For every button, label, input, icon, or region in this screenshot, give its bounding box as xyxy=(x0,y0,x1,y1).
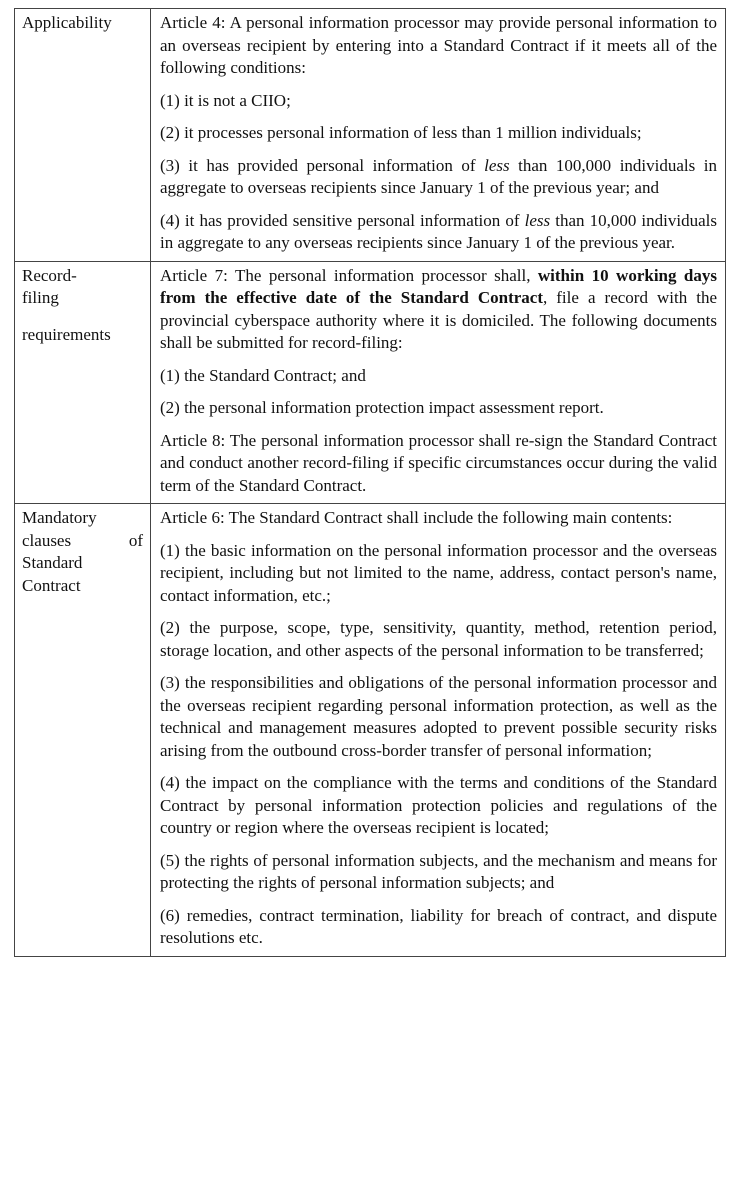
article-7-start: Article 7: The personal information processor shall, xyxy=(160,265,538,285)
row-heading-line-2: filing xyxy=(22,288,59,307)
condition-1: (1) it is not a CIIO; xyxy=(160,90,291,110)
article-7-text xyxy=(160,265,717,355)
regulation-table xyxy=(14,8,726,957)
row-content-mandatory-clauses xyxy=(151,504,726,957)
table-row-applicability xyxy=(15,9,726,262)
clause-2: (2) the purpose, scope, type, sensitivity, quantity, method, retention period, storage location, and other aspects of the personal information to be transferred; xyxy=(160,618,717,660)
row-heading-line-1: Record- xyxy=(22,265,77,285)
condition-4-start: (4) it has provided sensitive personal information of xyxy=(160,210,525,230)
row-heading-record-filing xyxy=(15,261,151,504)
clause-6: (6) remedies, contract termination, liability for breach of contract, and dispute resolutions etc. xyxy=(160,905,717,947)
table-row-mandatory-clauses xyxy=(15,504,726,957)
table-row-record-filing xyxy=(15,261,726,504)
condition-4-end: than 10,000 individuals in aggregate to any overseas recipients since January 1 of the previous year. xyxy=(160,210,717,252)
article-7-deadline: within 10 working days from the effective date of the Standard Contract xyxy=(160,265,717,307)
clause-1: (1) the basic information on the personal information processor and the overseas recipient, including but not limited to the name, address, contact person's name, contact information, etc.; xyxy=(160,540,717,605)
document-1: (1) the Standard Contract; and xyxy=(160,365,366,385)
condition-2: (2) it processes personal information of less than 1 million individuals; xyxy=(160,123,642,142)
row-heading-line-3: Standard xyxy=(22,553,83,572)
clause-4: (4) the impact on the compliance with the terms and conditions of the Standard Contract by personal information protection policies and regulations of the country or region where the overseas recipient is located; xyxy=(160,773,717,837)
condition-3-start: (3) it has provided personal information of xyxy=(160,155,485,175)
article-7-end: , file a record with the provincial cyberspace authority where it is domiciled. The following documents shall be submitted for record-filing: xyxy=(160,288,717,352)
row-content-record-filing xyxy=(151,261,726,504)
row-heading-applicability xyxy=(15,9,151,262)
condition-4 xyxy=(160,210,717,255)
row-content-applicability xyxy=(151,9,726,262)
row-heading-line-1: Mandatory xyxy=(22,508,97,527)
article-8-text: Article 8: The personal information processor shall re-sign the Standard Contract and conduct another record-filing if specific circumstances occur during the valid term of the Standard Contract. xyxy=(160,430,717,495)
row-heading-text: Applicability xyxy=(22,13,112,32)
row-heading-line-4: Contract xyxy=(22,575,81,595)
condition-3-emphasis: less xyxy=(484,155,510,175)
document-2: (2) the personal information protection impact assessment report. xyxy=(160,398,604,417)
clause-5: (5) the rights of personal information subjects, and the mechanism and means for protecting the rights of personal information subjects; and xyxy=(160,850,717,892)
condition-3-end: than 100,000 individuals in aggregate to overseas recipients since January 1 of the previous year; and xyxy=(160,155,718,197)
row-heading-line-3: requirements xyxy=(22,324,111,344)
clause-3: (3) the responsibilities and obligations of the personal information processor and the overseas recipient regarding personal information protection, as well as the technical and management measures adopted to prevent possible security risks arising from the outbound cross-border transfer of personal information; xyxy=(160,673,717,760)
condition-4-emphasis: less xyxy=(524,210,551,230)
row-heading-mandatory-clauses xyxy=(15,504,151,957)
article-6-intro: Article 6: The Standard Contract shall include the following main contents: xyxy=(160,508,673,527)
condition-3 xyxy=(160,155,717,200)
article-4-intro: Article 4: A personal information processor may provide personal information to an overseas recipient by entering into a Standard Contract if it meets all of the following conditions: xyxy=(160,13,717,77)
row-heading-line-2: clauses of xyxy=(22,530,143,550)
